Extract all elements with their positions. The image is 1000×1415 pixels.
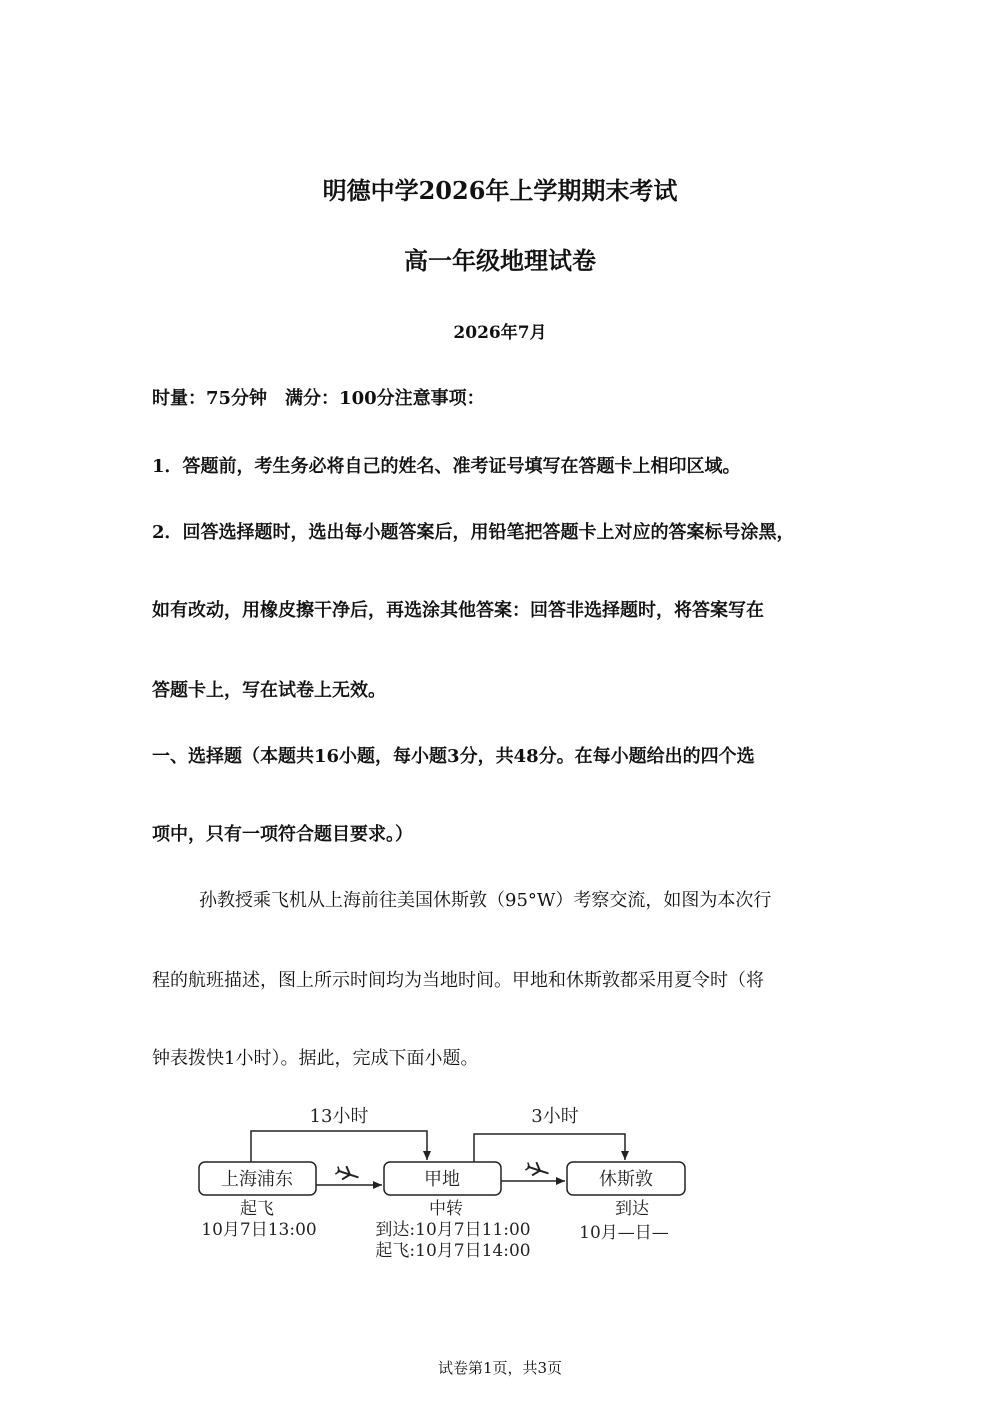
node-shanghai-time: 10月7日13:00 — [201, 1220, 317, 1240]
node-houston-role: 到达 — [615, 1199, 649, 1219]
question-intro-line-3: 钟表拨快1小时）。据此，完成下面小题。 — [152, 1048, 479, 1069]
section-heading-line-1: 一、选择题（本题共16小题，每小题3分，共48分。在每小题给出的四个选 — [152, 746, 755, 767]
leg2-duration-connector — [474, 1134, 625, 1162]
exam-title: 明德中学2026年上学期期末考试 — [322, 176, 678, 205]
node-shanghai-label: 上海浦东 — [221, 1169, 293, 1190]
question-intro-line-2: 程的航班描述，图上所示时间均为当地时间。甲地和休斯敦都采用夏令时（将 — [152, 970, 764, 991]
node-jiadi-depart: 起飞:10月7日14:00 — [375, 1241, 531, 1261]
notice-item-1: 1．答题前，考生务必将自己的姓名、准考证号填写在答题卡上相印区域。 — [152, 456, 741, 477]
node-jiadi-role: 中转 — [429, 1199, 463, 1219]
leg1-duration-connector — [251, 1131, 427, 1162]
time-score-line: 时量：75分钟 满分：100分注意事项： — [152, 388, 485, 409]
section-heading-line-2: 项中，只有一项符合题目要求。） — [152, 824, 413, 845]
leg2-duration-label: 3小时 — [531, 1106, 579, 1127]
exam-subtitle: 高一年级地理试卷 — [404, 246, 596, 275]
airplane-icon — [524, 1160, 550, 1180]
node-houston-time: 10月—日— — [579, 1223, 669, 1243]
leg1-duration-label: 13小时 — [309, 1106, 369, 1127]
notice-item-2-line-3: 答题卡上，写在试卷上无效。 — [152, 680, 386, 701]
notice-item-2-line-1: 2．回答选择题时，选出每小题答案后，用铅笔把答题卡上对应的答案标号涂黑， — [152, 522, 795, 543]
node-houston-label: 休斯敦 — [599, 1169, 653, 1190]
notice-item-2-line-2: 如有改动，用橡皮擦干净后，再选涂其他答案：回答非选择题时，将答案写在 — [152, 600, 764, 621]
exam-date: 2026年7月 — [453, 323, 547, 343]
airplane-icon — [334, 1164, 360, 1184]
node-shanghai-role: 起飞 — [240, 1199, 274, 1219]
node-jiadi-label: 甲地 — [424, 1169, 460, 1190]
node-jiadi-arrive: 到达:10月7日11:00 — [375, 1220, 531, 1240]
page-footer: 试卷第1页，共3页 — [437, 1359, 563, 1377]
question-intro-line-1: 孙教授乘飞机从上海前往美国休斯敦（95°W）考察交流，如图为本次行 — [199, 890, 772, 911]
